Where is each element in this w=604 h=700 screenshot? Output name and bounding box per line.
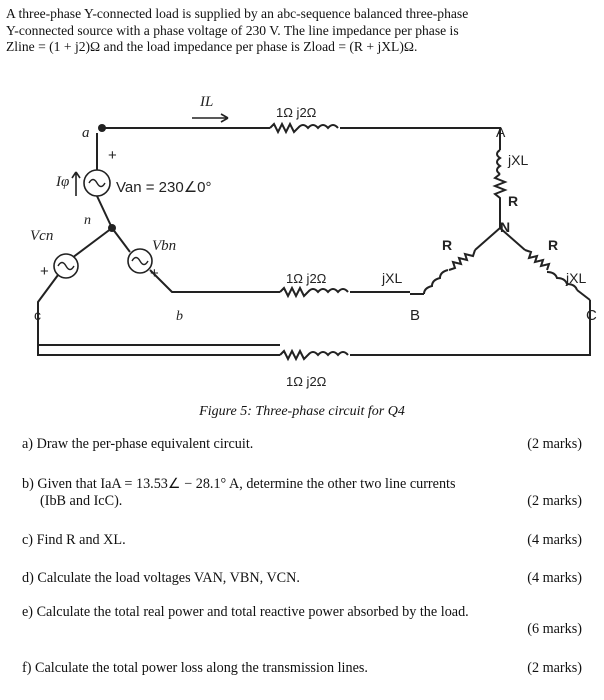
question-e-marks: (6 marks) [527,621,582,637]
source-voltage-label: Van = 230∠0° [116,179,212,196]
question-f-marks: (2 marks) [527,660,582,676]
load-c-resistor [525,250,549,270]
question-b-marks: (2 marks) [527,493,582,509]
load-b-inductor [424,270,448,294]
load-b-resistance-label: R [442,237,453,253]
line-c-impedance-label: 1Ω j2Ω [286,374,327,389]
question-d-text: d) Calculate the load voltages VAN, VBN, VCN. [22,570,300,586]
question-b-text-cont: (IbB and IcC). [40,493,123,509]
question-b [22,476,582,510]
intro-line-2: Y-connected source with a phase voltage of 230 V. The line impedance per phase is [6,22,459,38]
node-a-label: a [82,125,90,141]
load-a-reactance-label: jXL [508,152,529,168]
question-a-marks: (2 marks) [527,436,582,452]
source-c-voltage-label: Vcn [30,228,54,244]
line-a-impedance [270,124,338,132]
question-a-text: a) Draw the per-phase equivalent circuit. [22,436,254,452]
question-f [22,660,582,677]
question-d-marks: (4 marks) [527,570,582,586]
node-n-label: n [84,213,91,228]
question-c [22,532,582,549]
load-a-resistance-label: R [508,193,519,209]
question-f-text: f) Calculate the total power loss along the transmission lines. [22,660,368,676]
source-b-plus: + [150,265,159,282]
three-phase-circuit-figure [0,70,604,400]
question-b-text: b) Given that IaA = 13.53∠ − 28.1° A, determine the other two line currents [22,476,456,492]
source-c-plus: + [40,263,49,280]
question-a [22,436,582,453]
question-d [22,570,582,587]
load-c-resistance-label: R [548,237,559,253]
phase-current-label: Iφ [56,174,70,190]
line-a-impedance-label: 1Ω j2Ω [276,105,317,120]
line-c-impedance [280,351,348,359]
intro-line-3: Zline = (1 + j2)Ω and the load impedance per phase is Zload = (R + jXL)Ω. [6,39,418,54]
load-a-inductor [497,150,500,174]
source-b-voltage-label: Vbn [152,238,177,254]
source-a-plus: + [108,147,117,164]
question-e [22,604,582,638]
problem-statement [6,6,596,56]
question-c-marks: (4 marks) [527,532,582,548]
load-b-resistor [449,250,475,270]
node-A-label: A [496,124,506,140]
terminal-n-dot [108,224,116,232]
figure-caption: Figure 5: Three-phase circuit for Q4 [199,404,405,419]
intro-line-1: A three-phase Y-connected load is supplied by an abc-sequence balanced three-phase [6,6,469,21]
node-C-label: C [586,307,597,324]
node-B-label: B [410,307,421,324]
load-c-reactance-label: jXL [566,270,587,286]
line-current-label: IL [200,94,214,110]
question-e-text: e) Calculate the total real power and total reactive power absorbed by the load. [22,604,469,620]
node-N-label: N [500,219,511,235]
node-b-label: b [176,309,183,324]
question-c-text: c) Find R and XL. [22,532,126,548]
node-c-label: c [34,307,41,323]
terminal-a-dot [98,124,106,132]
load-b-reactance-label: jXL [382,270,403,286]
line-b-impedance [280,288,348,296]
line-b-impedance-label: 1Ω j2Ω [286,271,327,286]
